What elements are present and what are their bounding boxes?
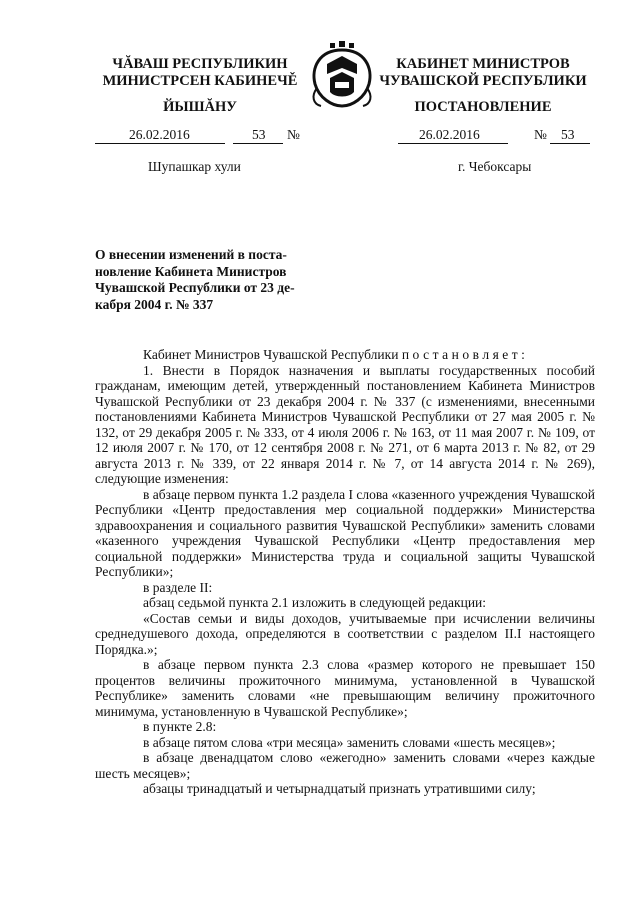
left-number-sign: № xyxy=(287,127,300,142)
left-org-name xyxy=(95,56,305,90)
right-org-line2: ЧУВАШСКОЙ РЕСПУБЛИКИ xyxy=(379,73,587,89)
title-line1: О внесении изменений в поста- xyxy=(95,247,287,262)
intro-text: Кабинет Министров Чувашской Республики xyxy=(143,347,399,362)
paragraph-3: в разделе II: xyxy=(143,579,213,595)
right-number-underline xyxy=(550,143,590,144)
left-org-line2: МИНИСТРСЕН КАБИНЕЧĚ xyxy=(102,73,298,89)
left-org-line1: ЧĂВАШ РЕСПУБЛИКИН xyxy=(112,56,288,72)
paragraph-1: 1. Внести в Порядок назначения и выплаты государственных пособий гражданам, имеющим детей, утвержденный постановлением Кабинета Министров Чувашской Республики от 23 декабря 2004 г. № 337 (с изменениями, внесенными постановлениями Кабинета Министров Чувашской Республики от 27 мая 2005 г. № 132, от 29 декабря 2005 г. № 333, от 4 июля 2006 г. № 163, от 11 мая 2007 г. № 109, от 12 июля 2007 г. № 170, от 12 сентября 2008 г. № 271, от 6 марта 2013 г. № 82, от 29 августа 2013 г. № 339, от 22 января 2014 г. № 7, от 14 августа 2014 г. № 269), следующие изменения: xyxy=(95,362,595,486)
title-line4: кабря 2004 г. № 337 xyxy=(95,296,214,312)
left-city: Шупашкар хули xyxy=(148,159,241,174)
right-city: г. Чебоксары xyxy=(458,159,532,174)
paragraph-4: абзац седьмой пункта 2.1 изложить в следующей редакции: xyxy=(143,595,487,610)
left-date-underline xyxy=(95,143,225,144)
paragraph-5: «Состав семьи и виды доходов, учитываемые при исчислении величины среднедушевого дохода, определяются в соответствии с разделом II.I настоящего Порядка.»; xyxy=(95,610,595,657)
left-number-underline xyxy=(233,143,283,144)
right-number: 53 xyxy=(561,127,575,142)
paragraph-2: в абзаце первом пункта 1.2 раздела I слова «казенного учреждения Чувашской Республики «Центр предоставления мер социальной поддержки» Министерства здравоохранения и социального развития Чувашской Республики» заменить словами «казенного учреждения Чувашской Республики «Центр предоставления мер социальной поддержки» Министерства труда и социальной защиты Чувашской Республики»; xyxy=(95,486,595,579)
paragraph-7: в пункте 2.8: xyxy=(143,719,217,734)
right-number-sign: № xyxy=(534,127,547,142)
right-org-name xyxy=(378,56,588,90)
title-line3: Чувашской Республики от 23 де- xyxy=(95,280,295,295)
left-doc-type: ЙЫШĂНУ xyxy=(163,99,237,115)
intro-paragraph xyxy=(95,347,595,363)
right-date: 26.02.2016 xyxy=(419,127,480,142)
paragraph-6: в абзаце первом пункта 2.3 слова «размер которого не превышает 150 процентов величины прожиточного минимума, установленной в Чувашской Республике» заменить словами «не превышающим величину прожиточного минимума, установленную в Чувашской Республике»; xyxy=(95,657,595,719)
intro-verb: постановляет: xyxy=(401,347,529,362)
title-line2: новление Кабинета Министров xyxy=(95,263,287,279)
paragraph-9: в абзаце двенадцатом слово «ежегодно» заменить словами «через каждые шесть месяцев»; xyxy=(95,750,595,781)
right-date-underline xyxy=(398,143,508,144)
right-doc-type: ПОСТАНОВЛЕНИЕ xyxy=(414,99,552,115)
left-date: 26.02.2016 xyxy=(129,127,190,142)
chuvash-emblem-icon xyxy=(297,38,387,110)
left-number: 53 xyxy=(252,127,266,142)
document-title xyxy=(95,247,325,313)
paragraph-10: абзацы тринадцатый и четырнадцатый признать утратившими силу; xyxy=(143,781,536,796)
right-org-line1: КАБИНЕТ МИНИСТРОВ xyxy=(396,56,570,72)
document-body xyxy=(95,347,595,797)
paragraph-8: в абзаце пятом слова «три месяца» заменить словами «шесть месяцев»; xyxy=(143,734,556,750)
